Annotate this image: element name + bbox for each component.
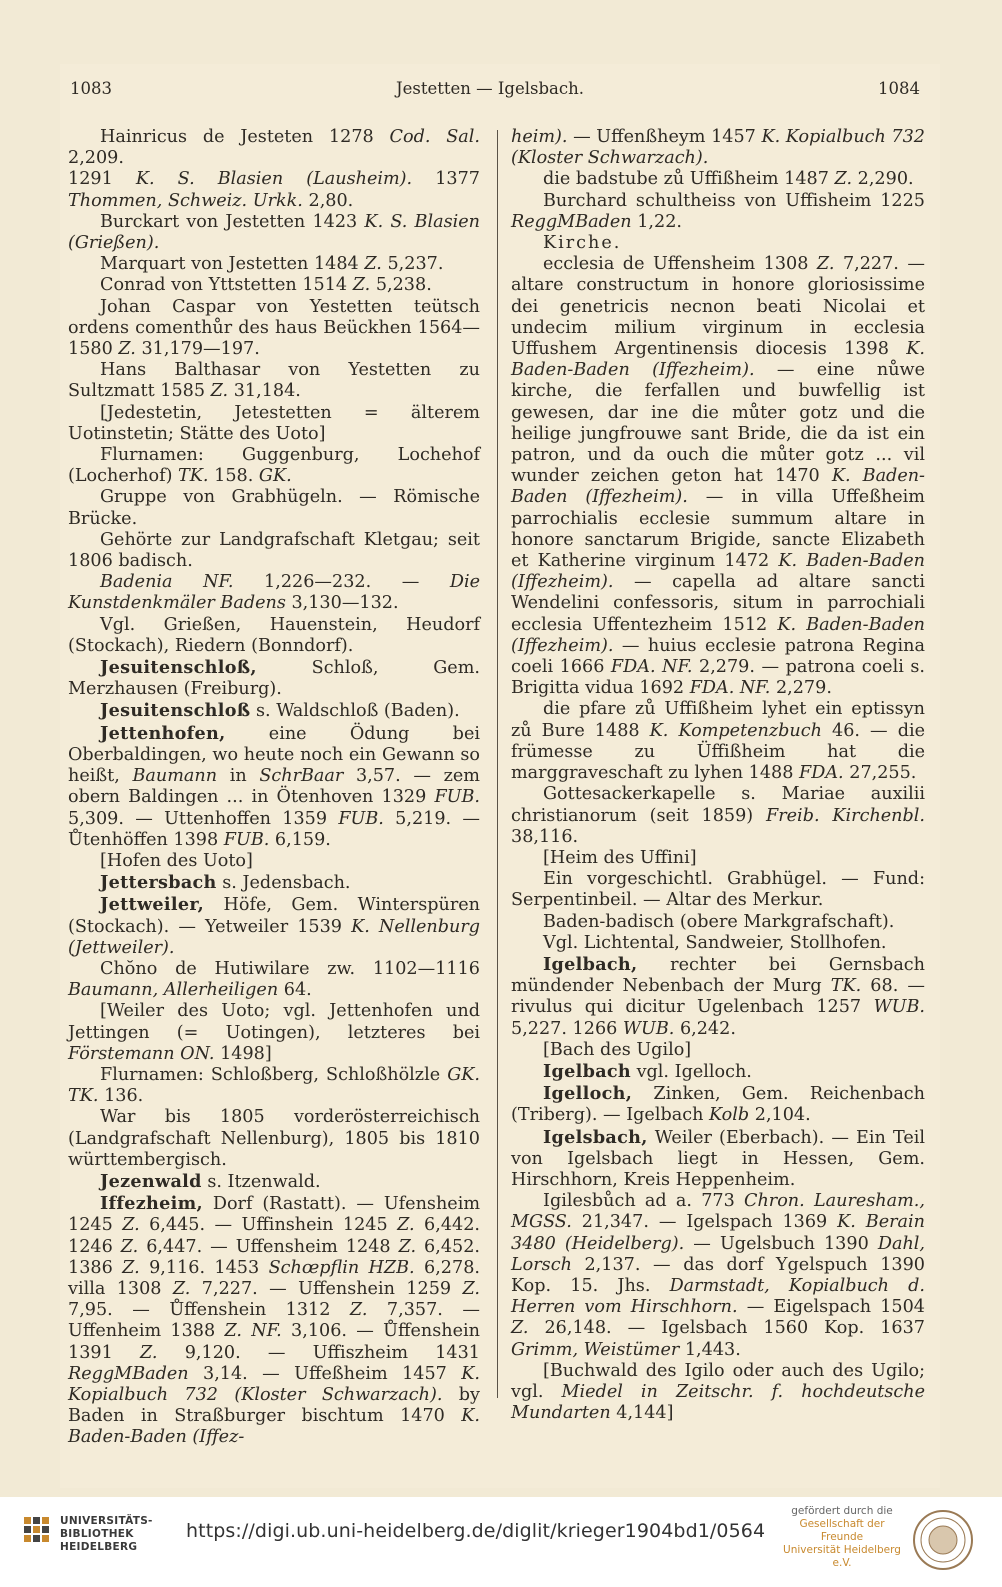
page-number-left: 1083: [70, 79, 112, 98]
left-column: [68, 127, 480, 1449]
entry-paragraph: Marquart von Jestetten 1484 Z. 5,237.: [100, 254, 444, 275]
footer-bar: [0, 1497, 1002, 1587]
entry-paragraph: [Jedestetin, Jetestetten = älterem Uotinstetin; Stätte des Uoto]: [68, 402, 480, 444]
entry-paragraph: Vgl. Grießen, Hauenstein, Heudorf (Stockach), Riedern (Bonndorf).: [68, 614, 480, 656]
column-divider: [497, 130, 498, 1398]
permalink-url[interactable]: https://digi.ub.uni-heidelberg.de/diglit/krieger1904bd1/0564: [186, 1520, 766, 1542]
entry-paragraph: die pfare zů Uffißheim lyhet ein eptissyn zů Bure 1488 K. Kompetenzbuch 46. — die frümesse zu Üffißheim hat die marggraveschaft zu lyhen 1488 FDA. 27,255.: [511, 699, 925, 784]
entry-paragraph: die badstube zů Uffißheim 1487 Z. 2,290.: [543, 169, 914, 190]
entry-paragraph: ecclesia de Uffensheim 1308 Z. 7,227. — altare constructum in honore gloriosissime dei genetricis necnon beati Nicolai et undecim milium virginum in ecclesia Uffushem Argentinensis diocesis 1398 K. Baden-Baden (Iffezheim). — eine nůwe kirche, die ferfallen und buwfellig ist gewesen, dar ine die můter gotz und die heilige jungfrouwe sant Bride, die da ist ein patron, und da ouch die můter gotz ... vil wunder zeichen geton hat 1470 K. Baden-Baden (Iffezheim). — in villa Uffeßheim parrochialis ecclesie summum altare in honore sanctarum Brigide, sancte Elizabeth et Katherine virginum 1472 K. Baden-Baden (Iffezheim). — capella ad altare sancti Wendelini confessoris, situm in parrochiali ecclesia Uffentezheim 1512 K. Baden-Baden (Iffezheim). — huius ecclesie patrona Regina coeli 1666 FDA. NF. 2,279. — patrona coeli s. Brigitta vidua 1692 FDA. NF. 2,279.: [511, 254, 926, 699]
entry-paragraph: Chŏno de Hutiwilare zw. 1102—1116 Baumann, Allerheiligen 64.: [68, 958, 480, 1001]
entry-paragraph: Baden-badisch (obere Markgrafschaft).: [543, 911, 895, 932]
funding-note: [778, 1505, 906, 1570]
funding-line: Universität Heidelberg e.V.: [783, 1544, 901, 1569]
running-title: Jestetten — Igelsbach.: [396, 79, 584, 98]
entry-paragraph: Jettweiler, Höfe, Gem. Winterspüren (Stockach). — Yetweiler 1539 K. Nellenburg (Jettweiler).: [68, 894, 480, 958]
library-logo-icon: [22, 1515, 52, 1555]
entry-paragraph: Iffezheim, Dorf (Rastatt). — Ufensheim 1245 Z. 6,445. — Uffinshein 1245 Z. 6,442. 1246 Z. 6,447. — Uffensheim 1248 Z. 6,452. 1386 Z. 9,116. 1453 Schœpflin HZB. 6,278. villa 1308 Z. 7,227. — Uffenshein 1259 Z. 7,95. — Ůffenshein 1312 Z. 7,357. — Uffenheim 1388 Z. NF. 3,106. — Ůffenshein 1391 Z. 9,120. — Uffiszheim 1431 ReggMBaden 3,14. — Uffeßheim 1457 K. Kopialbuch 732 (Kloster Schwarzach). by Baden in Straßburger bischtum 1470 K. Baden-Baden (Iffez-: [68, 1193, 480, 1448]
library-name: [60, 1515, 153, 1554]
entry-paragraph: Jettenhofen, eine Ödung bei Oberbaldingen, wo heute noch ein Gewann so heißt, Baumann in SchrBaar 3,57. — zem obern Baldingen ... in Ötenhoven 1329 FUB. 5,309. — Uttenhoffen 1359 FUB. 5,219. — Ůtenhöffen 1398 FUB. 6,159.: [68, 722, 480, 850]
entry-paragraph: Igilesbůch ad a. 773 Chron. Lauresham., MGSS. 21,347. — Igelspach 1369 K. Berain 3480 (Heidelberg). — Ugelsbuch 1390 Dahl, Lorsch 2,137. — das dorf Ygelspuch 1390 Kop. 15. Jhs. Darmstadt, Kopialbuch d. Herren vom Hirschhorn. — Eigelspach 1504 Z. 26,148. — Igelsbach 1560 Kop. 1637 Grimm, Weistümer 1,443.: [511, 1191, 926, 1360]
entry-paragraph: [Heim des Uffini]: [543, 847, 697, 868]
entry-paragraph: Kirche.: [543, 233, 622, 254]
right-column: [511, 127, 925, 1424]
entry-paragraph: Gottesackerkapelle s. Mariae auxilii christianorum (seit 1859) Freib. Kirchenbl. 38,116.: [511, 784, 925, 847]
entry-paragraph: 1291 K. S. Blasien (Lausheim). 1377 Thommen, Schweiz. Urkk. 2,80.: [68, 169, 480, 211]
entry-paragraph: Flurnamen: Schloßberg, Schloßhölzle GK. TK. 136.: [68, 1064, 480, 1107]
entry-paragraph: Igelbach, rechter bei Gernsbach mündender Nebenbach der Murg TK. 68. — rivulus qui dicitur Ugelenbach 1257 WUB. 5,227. 1266 WUB. 6,242.: [511, 953, 925, 1039]
entry-paragraph: Jesuitenschloß s. Waldschloß (Baden).: [100, 700, 460, 722]
funding-line: Gesellschaft der Freunde: [799, 1518, 885, 1543]
entry-paragraph: Gehörte zur Landgrafschaft Kletgau; seit 1806 badisch.: [68, 529, 480, 572]
entry-paragraph: War bis 1805 vorderösterreichisch (Landgrafschaft Nellenburg), 1805 bis 1810 württembergisch.: [68, 1107, 480, 1170]
entry-paragraph: Igelbach vgl. Igelloch.: [543, 1060, 752, 1082]
entry-paragraph: Hainricus de Jesteten 1278 Cod. Sal. 2,209.: [68, 127, 480, 169]
library-name-line: HEIDELBERG: [60, 1541, 138, 1553]
entry-paragraph: Vgl. Lichtental, Sandweier, Stollhofen.: [543, 932, 887, 953]
entry-paragraph: Jesuitenschloß, Schloß, Gem. Merzhausen (Freiburg).: [68, 657, 480, 700]
entry-paragraph: [Buchwald des Igilo oder auch des Ugilo; vgl. Miedel in Zeitschr. f. hochdeutsche Mundarten 4,144]: [511, 1360, 925, 1424]
entry-paragraph: heim). — Uffenßheym 1457 K. Kopialbuch 732 (Kloster Schwarzach).: [511, 127, 926, 169]
entry-paragraph: [Bach des Ugilo]: [543, 1039, 692, 1060]
page-number-right: 1084: [878, 79, 920, 98]
entry-paragraph: Igelsbach, Weiler (Eberbach). — Ein Teil von Igelsbach liegt in Hessen, Gem. Hirschhorn, Kreis Heppenheim.: [511, 1126, 925, 1190]
entry-paragraph: Burchard schultheiss von Uffisheim 1225 ReggMBaden 1,22.: [511, 190, 925, 232]
entry-paragraph: [Weiler des Uoto; vgl. Jettenhofen und Jettingen (= Uotingen), letzteres bei Förstemann ON. 1498]: [68, 1001, 480, 1064]
entry-paragraph: Hans Balthasar von Yestetten zu Sultzmatt 1585 Z. 31,184.: [68, 360, 480, 402]
university-seal-icon: [912, 1509, 974, 1571]
funding-line: gefördert durch die: [791, 1505, 893, 1517]
running-header: [60, 76, 920, 102]
entry-paragraph: Flurnamen: Guggenburg, Lochehof (Locherhof) TK. 158. GK.: [68, 445, 480, 487]
entry-paragraph: Ein vorgeschichtl. Grabhügel. — Fund: Serpentinbeil. — Altar des Merkur.: [511, 869, 925, 911]
entry-paragraph: Igelloch, Zinken, Gem. Reichenbach (Triberg). — Igelbach Kolb 2,104.: [511, 1083, 925, 1126]
entry-paragraph: Jettersbach s. Jedensbach.: [100, 872, 351, 894]
entry-paragraph: Johan Caspar von Yestetten teütsch ordens comenthůr des haus Beückhen 1564—1580 Z. 31,179—197.: [68, 296, 480, 360]
entry-paragraph: Burckart von Jestetten 1423 K. S. Blasien (Grießen).: [68, 211, 480, 254]
entry-paragraph: Jezenwald s. Itzenwald.: [100, 1170, 321, 1192]
library-name-line: BIBLIOTHEK: [60, 1528, 134, 1540]
entry-paragraph: [Hofen des Uoto]: [100, 850, 253, 871]
entry-paragraph: Badenia NF. 1,226—232. — Die Kunstdenkmäler Badens 3,130—132.: [68, 572, 480, 614]
entry-paragraph: Conrad von Yttstetten 1514 Z. 5,238.: [100, 275, 432, 296]
entry-paragraph: Gruppe von Grabhügeln. — Römische Brücke.: [68, 487, 480, 529]
library-name-line: UNIVERSITÄTS-: [60, 1515, 153, 1527]
